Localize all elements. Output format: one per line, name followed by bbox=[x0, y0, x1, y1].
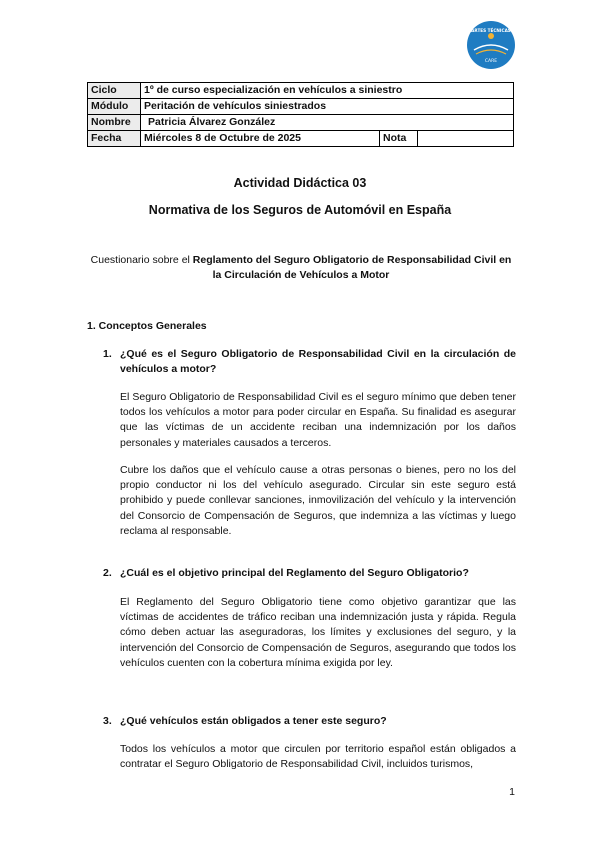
answer-3-paragraph-1: Todos los vehículos a motor que circulen por territorio español están obligados a contratar el Seguro Obligatorio de Responsabilidad Civil, incluidos turismos, bbox=[120, 743, 516, 771]
row-modulo bbox=[88, 99, 514, 115]
intro-text bbox=[86, 253, 516, 283]
institution-logo bbox=[466, 20, 516, 70]
page-number: 1 bbox=[509, 786, 515, 798]
question-number: 2. bbox=[103, 567, 112, 579]
fecha-label: Fecha bbox=[88, 131, 141, 147]
question-3 bbox=[103, 714, 516, 729]
document-subtitle: Normativa de los Seguros de Automóvil en España bbox=[148, 203, 452, 217]
logo-text-top: ARTES TÉCNICAS bbox=[471, 28, 511, 33]
question-number: 1. bbox=[103, 348, 112, 360]
document-title: Actividad Didáctica 03 bbox=[233, 176, 367, 190]
fecha-value: Miércoles 8 de Octubre de 2025 bbox=[141, 131, 380, 147]
answer-1-paragraph-2: Cubre los daños que el vehículo cause a otras personas o bienes, pero no los del propio conductor ni los del vehículo asegurado. Circular sin este seguro está prohibido y puede conllevar sanciones, inmovilización del vehículo y la intervención del Consorcio de Compensación de Seguros, que indemniza a las víctimas y luego reclama al responsable. bbox=[120, 464, 516, 537]
answer-2-paragraph-1: El Reglamento del Seguro Obligatorio tiene como objetivo garantizar que las víctimas de accidentes de tráfico reciban una indemnización justa y rápida. Regula cómo deben actuar las aseguradoras, los límites y exclusiones del seguro, y la intervención del Consorcio de Compensación de Seguros, asegurando que todos los vehículos cuenten con la cobertura mínima exigida por ley. bbox=[120, 596, 516, 669]
logo-text-bottom: CARE bbox=[484, 59, 498, 64]
intro-prefix: Cuestionario sobre el bbox=[90, 254, 193, 266]
modulo-label: Módulo bbox=[88, 99, 141, 115]
nota-label: Nota bbox=[380, 131, 418, 147]
ciclo-label: Ciclo bbox=[88, 83, 141, 99]
section-title: 1. Conceptos Generales bbox=[87, 320, 207, 332]
question-number: 3. bbox=[103, 715, 112, 727]
question-text: ¿Qué vehículos están obligados a tener este seguro? bbox=[120, 715, 387, 727]
question-2 bbox=[103, 566, 516, 581]
ciclo-value: 1º de curso especialización en vehículos a siniestro bbox=[141, 83, 514, 99]
row-ciclo bbox=[88, 83, 514, 99]
intro-bold: Reglamento del Seguro Obligatorio de Responsabilidad Civil en la Circulación de Vehículos a Motor bbox=[192, 254, 512, 281]
question-1 bbox=[103, 347, 516, 377]
row-nombre bbox=[88, 115, 514, 131]
row-fecha bbox=[88, 131, 514, 147]
modulo-value: Peritación de vehículos siniestrados bbox=[141, 99, 514, 115]
nombre-label: Nombre bbox=[88, 115, 141, 131]
header-table bbox=[87, 82, 514, 147]
nota-value bbox=[418, 131, 514, 147]
question-text: ¿Cuál es el objetivo principal del Reglamento del Seguro Obligatorio? bbox=[120, 567, 469, 579]
nombre-value: Patricia Álvarez González bbox=[141, 115, 514, 131]
answer-1-paragraph-1: El Seguro Obligatorio de Responsabilidad Civil es el seguro mínimo que deben tener todos los vehículos a motor para poder circular en España. Su finalidad es asegurar que las víctimas de un accidente reciban una indemnización por los daños personales y materiales causados a terceros. bbox=[120, 391, 516, 449]
question-text: ¿Qué es el Seguro Obligatorio de Responsabilidad Civil en la circulación de vehículos a motor? bbox=[120, 348, 516, 375]
